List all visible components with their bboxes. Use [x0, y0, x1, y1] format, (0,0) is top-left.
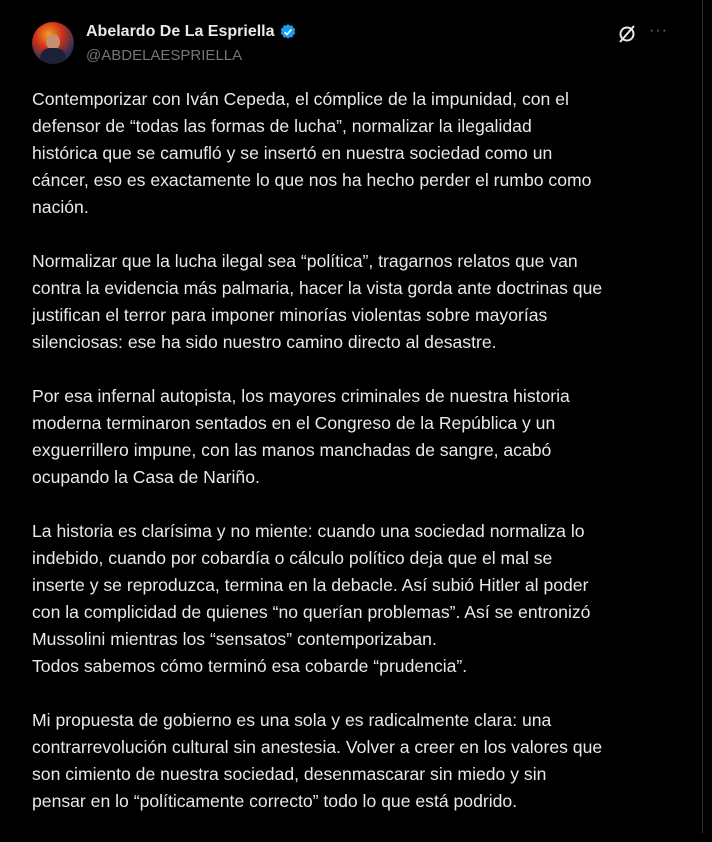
tweet-line: moderna terminaron sentados en el Congreso de la República y un [32, 413, 556, 433]
tweet-line: justifican el terror para imponer minorías violentas sobre mayorías [32, 305, 548, 325]
verified-badge-icon [279, 23, 297, 41]
tweet-line: exguerrillero impune, con las manos manchadas de sangre, acabó [32, 440, 552, 460]
tweet-line: contrarrevolución cultural sin anestesia. Volver a creer en los valores que [32, 737, 603, 757]
author-handle[interactable]: @ABDELAESPRIELLA [86, 47, 243, 64]
tweet-line: Mi propuesta de gobierno es una sola y es radicalmente clara: una [32, 710, 552, 730]
author-name[interactable]: Abelardo De La Espriella [86, 23, 275, 40]
tweet-line: nación. [32, 197, 89, 217]
tweet-line: Todos sabemos cómo terminó esa cobarde “prudencia”. [32, 656, 468, 676]
tweet-line: pensar en lo “políticamente correcto” todo lo que está podrido. [32, 791, 518, 811]
avatar[interactable] [32, 22, 74, 64]
tweet-paragraph [32, 248, 702, 356]
tweet-paragraph [32, 383, 702, 491]
tweet-line: con la complicidad de quienes “no querían problemas”. Así se entronizó [32, 602, 591, 622]
tweet-line: La historia es clarísima y no miente: cuando una sociedad normaliza lo [32, 521, 585, 541]
more-options-icon[interactable]: ··· [649, 22, 668, 39]
author-name-row[interactable] [86, 23, 297, 41]
tweet-line: ocupando la Casa de Nariño. [32, 467, 260, 487]
tweet-line: inserte y se reproduzca, termina en la debacle. Así subió Hitler al poder [32, 575, 589, 595]
tweet-paragraph [32, 518, 702, 680]
tweet-line: defensor de “todas las formas de lucha”, normalizar la ilegalidad [32, 116, 532, 136]
tweet-line: Por esa infernal autopista, los mayores criminales de nuestra historia [32, 386, 570, 406]
tweet-line: histórica que se camufló y se insertó en nuestra sociedad como un [32, 143, 553, 163]
avatar-body [40, 48, 66, 64]
tweet-line: silenciosas: ese ha sido nuestro camino directo al desastre. [32, 332, 497, 352]
tweet-line: cáncer, eso es exactamente lo que nos ha hecho perder el rumbo como [32, 170, 592, 190]
tweet-line: son cimiento de nuestra sociedad, desenmascarar sin miedo y sin [32, 764, 547, 784]
tweet-line: Contemporizar con Iván Cepeda, el cómplice de la impunidad, con el [32, 89, 569, 109]
grok-icon[interactable] [617, 24, 637, 44]
tweet-paragraph [32, 86, 702, 221]
tweet-line: contra la evidencia más palmaria, hacer la vista gorda ante doctrinas que [32, 278, 603, 298]
tweet-line: indebido, cuando por cobardía o cálculo político deja que el mal se [32, 548, 553, 568]
tweet-line: Mussolini mientras los “sensatos” contemporizaban. [32, 629, 437, 649]
tweet-text [32, 86, 702, 842]
tweet-paragraph [32, 707, 702, 815]
tweet-line: Normalizar que la lucha ilegal sea “política”, tragarnos relatos que van [32, 251, 578, 271]
